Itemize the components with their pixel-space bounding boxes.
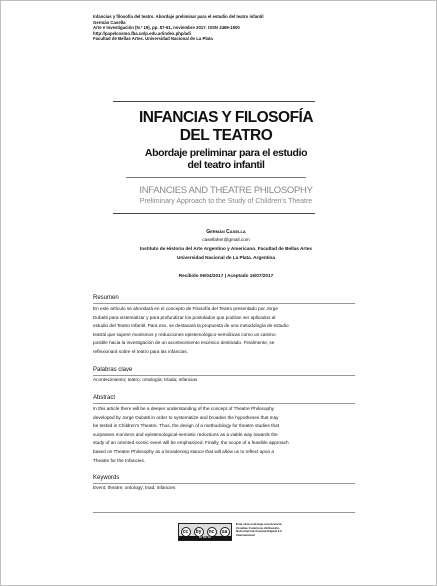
cc-badge-bar (179, 536, 231, 540)
abstract-body (93, 405, 355, 465)
abstract-line: study of an oriented scenic event will be emphasized. Finally, the scope of a feasible approach (93, 440, 289, 446)
abstract-line: be tested in Children's Theatre. Thus, the design of a methodology for theatre studies that (93, 423, 279, 429)
article-title-line: DEL TEATRO (179, 127, 273, 144)
palabras-clave-heading: Palabras clave (93, 367, 133, 373)
resumen-line: teatral que supere monismos y reducciones epistemológico-semióticas como un camino (93, 331, 276, 337)
noncommercial-icon: nc (207, 527, 217, 537)
header-line: Germán Casella (93, 19, 126, 25)
author-email: casellaher@gmail.com (202, 237, 250, 242)
title-divider (126, 177, 306, 178)
creative-commons-badge[interactable] (178, 523, 232, 541)
resumen-line: En este artículo se ahondará en el concepto de Filosofía del Teatro presentado por Jorge (93, 306, 278, 311)
cc-badge-bar-text: BY NC SA (199, 536, 211, 539)
journal-header (93, 14, 393, 42)
resumen-line: Dubatti para sistematizar y para profundizar los postulados que podrían ser aplicados al (93, 314, 276, 320)
attribution-icon: by (194, 527, 204, 537)
license-line: NoComercial-CompartirIgual 4.0 (236, 529, 282, 534)
english-subtitle: Preliminary Approach to the Study of Children's Theatre (139, 198, 313, 205)
abstract-line: In this article there will be a deeper understanding of the concept of Theatre Philosophy (93, 406, 275, 411)
author-affiliation-line: Universidad Nacional de La Plata. Argentina (176, 255, 276, 260)
resumen-heading: Resumen (93, 295, 119, 301)
license-line: Esta obra está bajo una licencia (236, 522, 282, 526)
header-line: http://papelcosmo.fba.unlp.edu.ar/index.php/adi (93, 30, 191, 36)
keywords-text: Event; theatre; ontology; triad; infancies (93, 485, 176, 490)
abstract-line: Theatre for the Infancies. (93, 457, 146, 463)
license-text (236, 523, 306, 538)
header-line: Arte e Investigación (N.º 19), pp. 57-61, noviembre 2017. ISSN 2469-1500 (93, 25, 240, 30)
abstract-divider (93, 403, 355, 404)
abstract-line: based on Theatre Philosophy as a broadening stance that will allow us to reflect upon a (93, 448, 275, 454)
submission-dates: Recibido 06/04/2017 | Aceptado 16/07/2017 (178, 273, 274, 278)
palabras-clave-body (93, 376, 355, 385)
top-divider (113, 101, 315, 102)
abstract-line: surpasses monisms and epistemological-semiotic reductions as a viable way towards the (93, 431, 278, 437)
article-title-line: INFANCIAS Y FILOSOFÍA (138, 109, 314, 126)
abstract-line: developed by Jorge Dubatti in order to systematize and broaden the hypotheses that may (93, 414, 279, 420)
resumen-line: posible hacia la investigación de un acontecimiento escénico destinado. Finalmente, se (93, 340, 275, 346)
english-title: INFANCIES AND THEATRE PHILOSOPHY (139, 185, 313, 196)
subtitle-divider (113, 213, 315, 214)
header-line: Infancias y filosofía del teatro. Abordaje preliminar para el estudio del teatro infantil (93, 14, 264, 19)
resumen-body (93, 305, 355, 357)
author-affiliation-line: Instituto de Historia del Arte Argentino y Americano. Facultad de Bellas Artes (140, 246, 312, 251)
article-subtitle-line: del teatro infantil (187, 159, 265, 171)
cc-icon: cc (181, 527, 191, 537)
keywords-body (93, 484, 355, 493)
bottom-divider (93, 512, 355, 513)
keywords-heading: Keywords (93, 475, 120, 481)
author-name: Germán Casella (206, 229, 246, 235)
article-subtitle-line: Abordaje preliminar para el estudio (144, 147, 308, 159)
resumen-divider (93, 303, 355, 304)
license-line: Creative Commons Atribución- (236, 525, 281, 530)
abstract-heading: Abstract (93, 395, 116, 401)
palabras-clave-text: Acontecimiento; teatro; ontología; tríada; infancias (93, 377, 198, 382)
header-line: Facultad de Bellas Artes. Universidad Nacional de La Plata (93, 36, 213, 41)
sharealike-icon: sa (220, 527, 230, 537)
resumen-line: reflexionará sobre el teatro para las infancias. (93, 348, 188, 354)
resumen-line: estudio del Teatro Infantil. Para eso, se destacará la propuesta de una metodología de estudio (93, 323, 289, 329)
license-line: Internacional (236, 533, 255, 538)
